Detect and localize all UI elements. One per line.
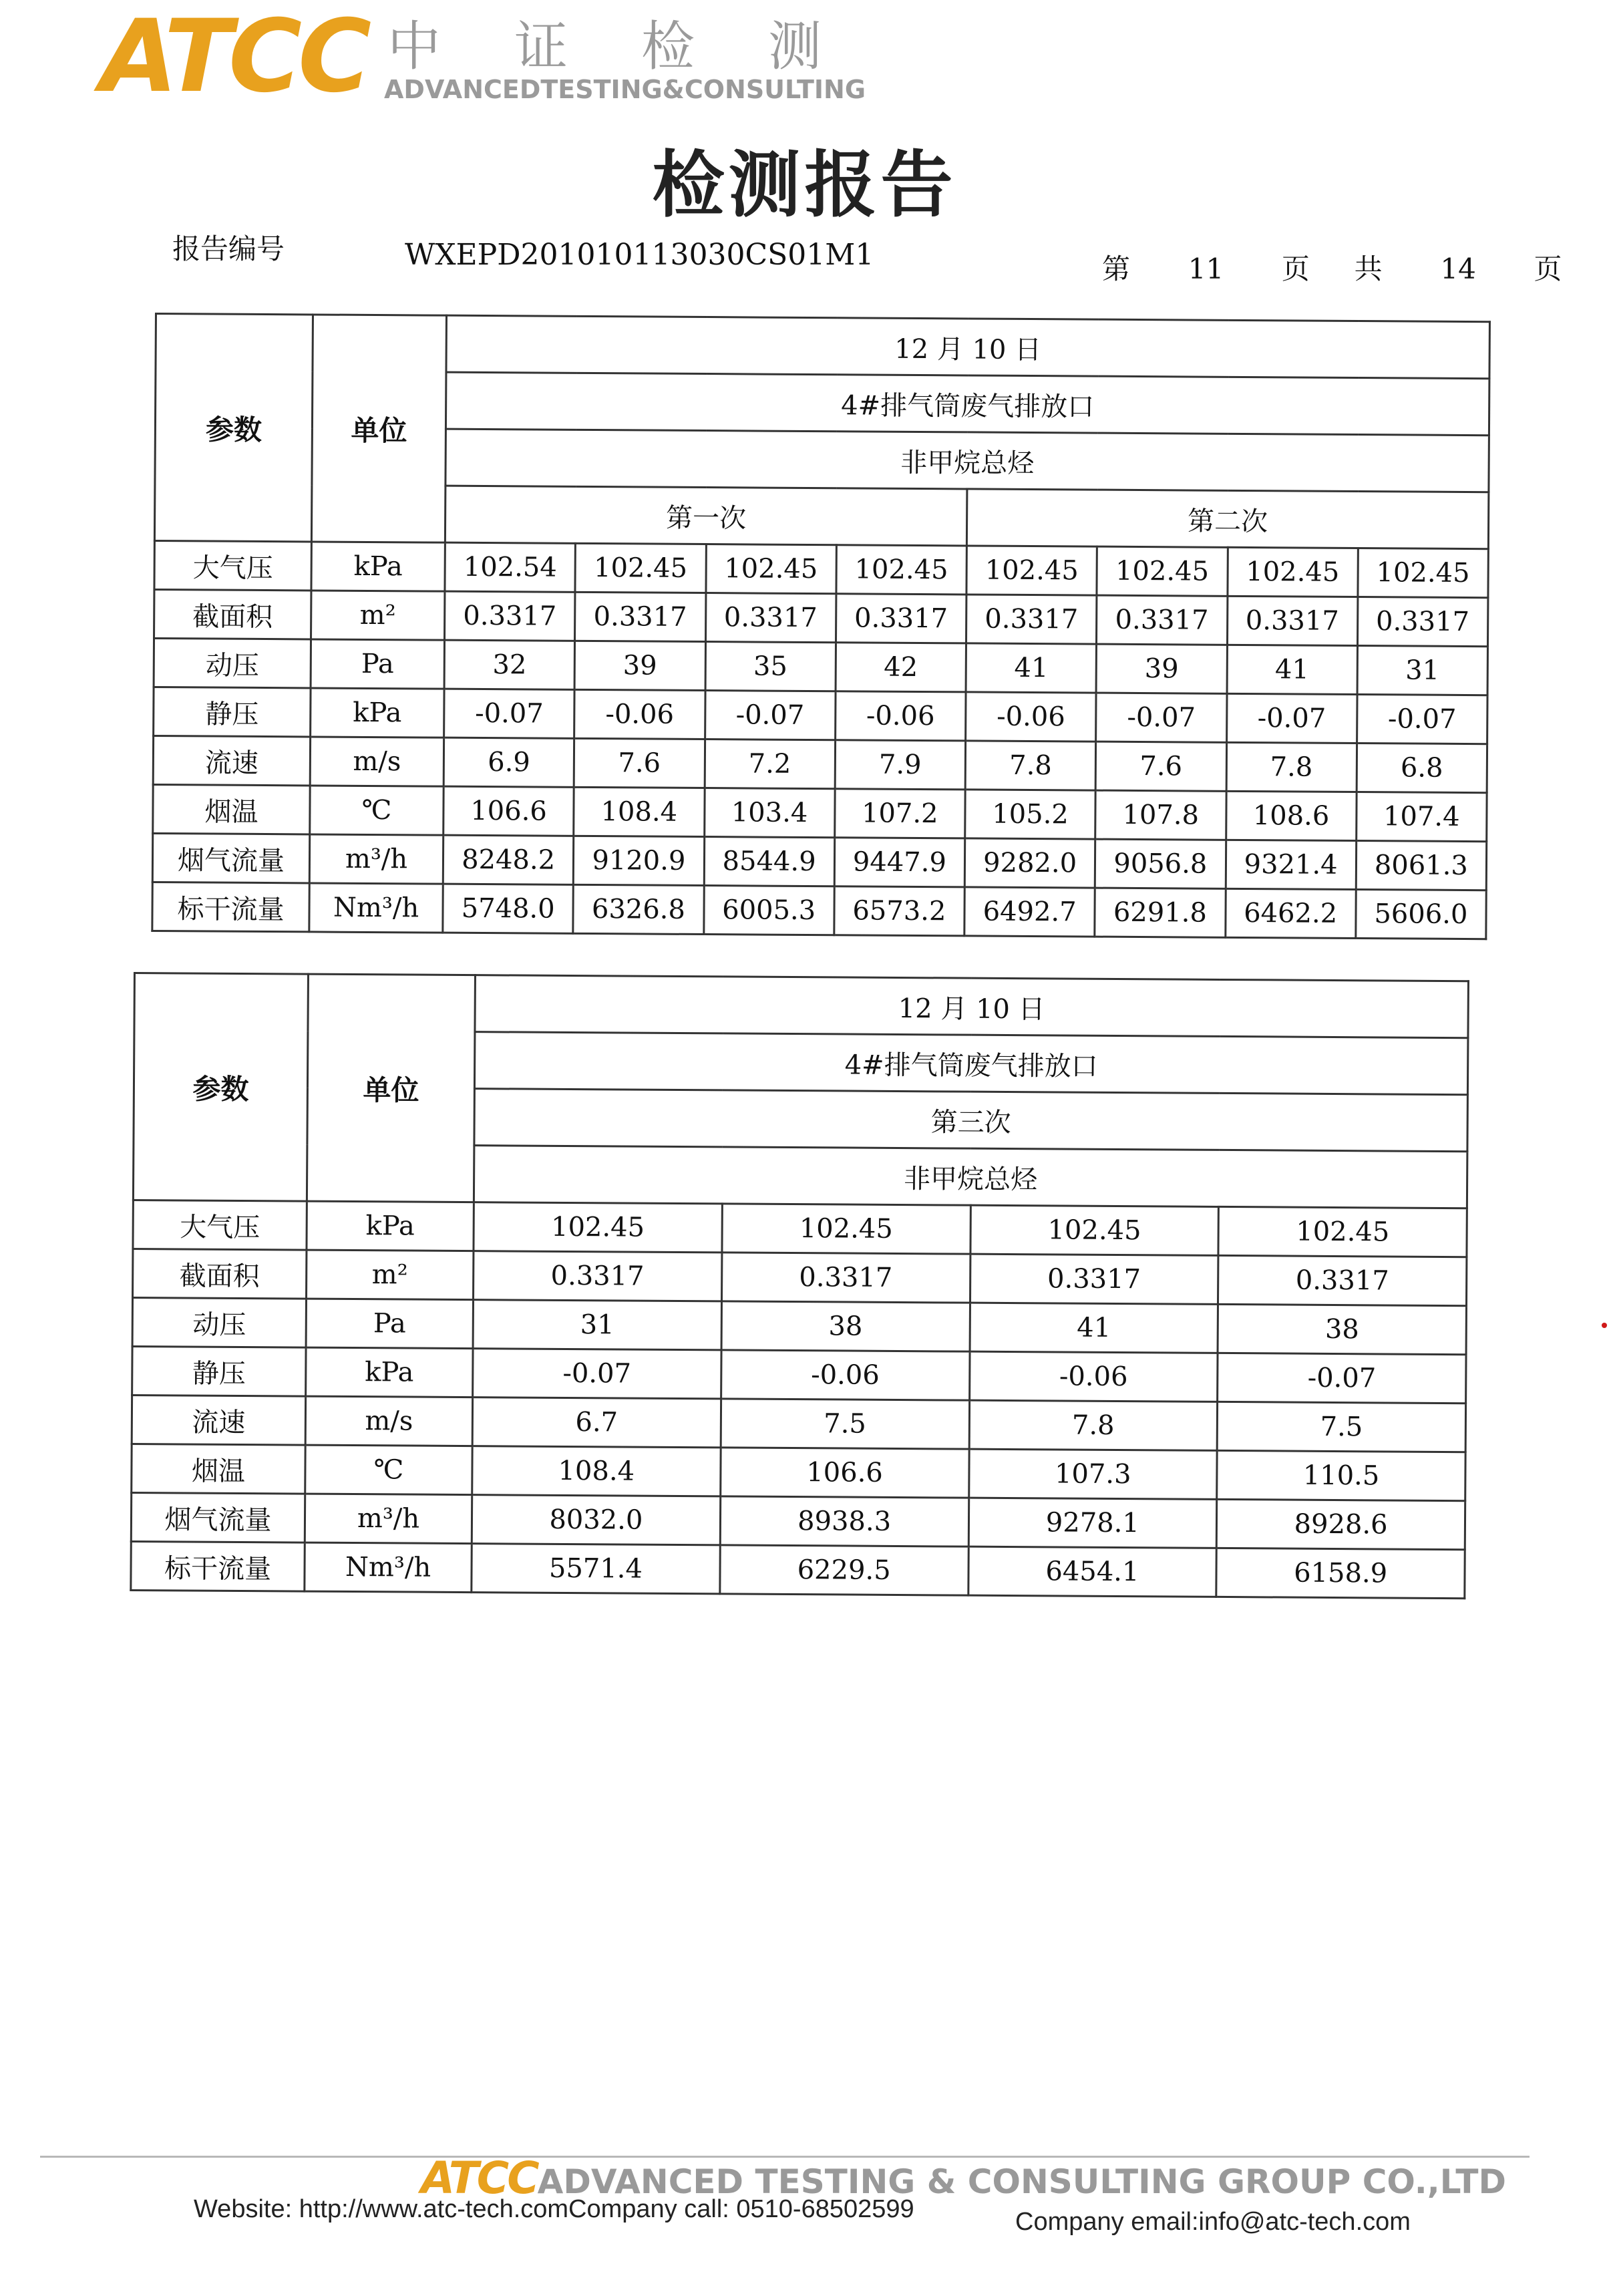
value-cell: 7.5 [721,1399,969,1449]
value-cell: 8928.6 [1217,1499,1465,1549]
table-row [153,735,1487,792]
value-cell: 108.4 [472,1446,721,1496]
table-row [131,1541,1465,1598]
value-cell: 6462.2 [1225,888,1356,938]
value-cell: -0.07 [444,689,575,738]
value-cell: 9321.4 [1226,840,1357,889]
value-cell: 8248.2 [443,835,574,884]
unit-cell: m² [311,591,445,640]
value-cell: 107.8 [1095,790,1226,840]
value-cell: 39 [574,641,705,690]
param-cell: 截面积 [154,590,311,639]
table-row [133,1249,1467,1306]
value-cell: 0.3317 [445,591,576,641]
table-row [132,1298,1466,1355]
value-cell: 42 [836,643,966,692]
value-cell: 102.45 [575,543,706,593]
unit-cell: m² [307,1250,474,1300]
value-cell: 7.2 [705,740,836,789]
red-dot-mark [1602,1323,1607,1328]
param-cell: 烟温 [132,1444,305,1494]
table-row [152,833,1486,890]
unit-cell: m³/h [305,1494,472,1544]
value-cell: 31 [473,1300,721,1350]
date-header: 12 月 10 日 [475,975,1468,1038]
unit-header: 单位 [311,315,446,542]
value-cell: 31 [1357,646,1488,695]
location-header: 4#排气筒废气排放口 [474,1032,1467,1095]
value-cell: 102.45 [966,546,1097,595]
value-cell: -0.07 [1218,1353,1466,1403]
value-cell: 0.3317 [836,594,966,643]
value-cell: 9282.0 [964,838,1095,888]
value-cell: 107.4 [1356,792,1487,842]
value-cell: 7.6 [1095,742,1226,791]
table-row [154,639,1487,695]
value-cell: 38 [721,1301,970,1351]
run-3-header: 第三次 [474,1089,1467,1152]
value-cell: 6005.3 [703,886,834,935]
unit-cell: kPa [311,688,444,737]
value-cell: 108.4 [574,787,705,836]
value-cell: 102.45 [970,1205,1218,1255]
value-cell: 5571.4 [472,1544,720,1594]
value-cell: 41 [966,643,1097,693]
value-cell: 38 [1218,1304,1466,1354]
value-cell: 7.6 [574,738,705,788]
value-cell: 0.3317 [970,1254,1218,1304]
value-cell: 7.8 [969,1400,1218,1450]
run-1-header: 第一次 [445,486,967,546]
value-cell: 0.3317 [474,1251,722,1301]
page-mid1: 页 [1281,253,1310,285]
value-cell: 102.45 [1218,1206,1467,1257]
company-logo [100,0,895,115]
logo-english-name: ADVANCEDTESTING&CONSULTING [384,75,866,104]
param-cell: 截面积 [133,1249,307,1299]
table-row [132,1444,1465,1500]
value-cell: 6229.5 [720,1545,968,1595]
value-cell: 103.4 [704,788,835,838]
value-cell: 107.3 [968,1449,1217,1499]
table-row [131,1492,1465,1549]
param-cell: 动压 [154,639,311,688]
unit-cell: Nm³/h [309,883,443,933]
param-cell: 标干流量 [152,882,309,931]
value-cell: 0.3317 [1218,1255,1467,1305]
value-cell: 102.45 [1358,548,1489,598]
table-row [154,687,1487,744]
table-row [153,784,1487,841]
value-cell: 0.3317 [1227,596,1358,645]
value-cell: 108.6 [1226,791,1357,840]
date-header: 12 月 10 日 [446,315,1489,379]
value-cell: 0.3317 [1097,595,1228,645]
unit-cell: Nm³/h [305,1542,472,1593]
footer-company-name: ADVANCED TESTING & CONSULTING GROUP CO.,LTD [537,2162,1506,2201]
page-suffix: 页 [1534,253,1562,285]
unit-cell: ℃ [310,786,443,835]
value-cell: -0.07 [705,691,836,740]
value-cell: 7.5 [1217,1402,1465,1452]
measurement-table-run-3 [130,972,1469,1599]
value-cell: 110.5 [1217,1450,1465,1500]
footer-email: Company email:info@atc-tech.com [1015,2208,1411,2236]
page-current: 11 [1188,253,1224,285]
param-header: 参数 [154,314,313,542]
value-cell: 102.45 [722,1204,970,1254]
value-cell: 9447.9 [834,838,965,887]
value-cell: -0.06 [966,692,1097,742]
value-cell: 8938.3 [720,1496,968,1546]
value-cell: 106.6 [720,1448,968,1498]
value-cell: 0.3317 [1357,597,1488,647]
value-cell: 102.45 [705,544,836,594]
value-cell: -0.06 [835,691,966,741]
report-number-label: 报告编号 [172,232,285,265]
param-cell: 烟气流量 [131,1492,305,1542]
unit-cell: Pa [311,639,444,689]
param-cell: 烟温 [153,784,310,834]
value-cell: -0.07 [1357,695,1487,744]
value-cell: 106.6 [443,786,574,836]
value-cell: 6573.2 [834,886,965,936]
table-row [132,1395,1465,1452]
value-cell: 39 [1096,644,1227,693]
value-cell: 41 [1227,645,1358,694]
logo-atcc-text: ATCC [100,0,368,115]
page-prefix: 第 [1102,253,1131,285]
value-cell: 9056.8 [1095,839,1226,888]
pollutant-header: 非甲烷总烃 [474,1146,1467,1208]
value-cell: 0.3317 [721,1253,970,1303]
value-cell: 102.45 [836,545,967,595]
value-cell: 102.45 [474,1202,722,1253]
table-row [152,882,1486,939]
param-cell: 动压 [132,1298,306,1348]
value-cell: 0.3317 [575,592,706,641]
page-mid2: 共 [1354,253,1383,285]
value-cell: 35 [705,642,836,691]
value-cell: 8544.9 [704,837,835,886]
value-cell: -0.06 [721,1350,969,1400]
footer-website-phone: Website: http://www.atc-tech.comCompany call: 0510-68502599 [194,2195,914,2223]
value-cell: 6.7 [472,1398,721,1448]
param-header: 参数 [133,973,308,1202]
value-cell: 6291.8 [1095,888,1226,937]
value-cell: 6454.1 [968,1546,1216,1597]
logo-chinese-name: 中证检测 [387,15,895,77]
param-cell: 静压 [132,1346,306,1396]
page-indicator [1102,247,1562,287]
report-number: WXEPD201010113030CS01M1 [405,238,874,272]
table-row [133,1200,1467,1257]
pollutant-header: 非甲烷总烃 [445,429,1489,492]
unit-cell: ℃ [305,1445,472,1495]
value-cell: 105.2 [965,790,1096,839]
unit-cell: Pa [306,1299,473,1349]
param-cell: 流速 [153,735,310,785]
value-cell: 6.8 [1357,744,1487,793]
value-cell: 102.45 [1227,547,1358,597]
table-row [154,541,1488,598]
param-cell: 流速 [132,1395,305,1445]
value-cell: 6326.8 [573,884,704,934]
table-row [132,1346,1466,1403]
value-cell: -0.06 [574,689,705,739]
value-cell: -0.06 [969,1351,1218,1402]
param-cell: 大气压 [133,1200,307,1251]
unit-cell: m/s [305,1396,472,1446]
value-cell: 8061.3 [1356,841,1487,890]
param-cell: 烟气流量 [152,833,309,882]
param-cell: 静压 [154,687,311,736]
value-cell: 9120.9 [574,836,705,885]
value-cell: 7.9 [835,740,966,790]
value-cell: 8032.0 [472,1495,720,1545]
value-cell: 7.8 [1226,742,1357,792]
value-cell: 5606.0 [1356,889,1487,939]
unit-cell: kPa [307,1201,474,1251]
table-row [154,590,1488,647]
value-cell: 6492.7 [964,887,1095,937]
run-2-header: 第二次 [966,489,1489,549]
value-cell: 102.45 [1097,546,1228,596]
unit-cell: m/s [310,737,443,786]
value-cell: -0.07 [473,1349,721,1399]
value-cell: 0.3317 [705,593,836,643]
report-title: 检测报告 [652,144,957,227]
value-cell: 9278.1 [968,1498,1217,1548]
unit-cell: m³/h [309,834,443,884]
page-total: 14 [1440,253,1476,285]
unit-cell: kPa [306,1347,473,1398]
value-cell: 6.9 [443,737,574,787]
footer-logo-atcc: ATCC [421,2152,538,2204]
param-cell: 标干流量 [131,1541,305,1591]
measurement-table-runs-1-2 [151,313,1491,940]
param-cell: 大气压 [154,541,311,591]
unit-cell: kPa [311,542,445,591]
value-cell: 41 [970,1303,1218,1353]
value-cell: 5748.0 [443,884,574,933]
value-cell: -0.07 [1226,693,1357,743]
value-cell: 7.8 [965,741,1096,790]
value-cell: -0.07 [1096,693,1227,742]
value-cell: 6158.9 [1216,1548,1465,1598]
unit-header: 单位 [307,974,475,1202]
value-cell: 102.54 [445,542,576,592]
location-header: 4#排气筒废气排放口 [445,372,1489,436]
value-cell: 32 [444,640,575,689]
value-cell: 0.3317 [966,595,1097,644]
value-cell: 107.2 [834,789,965,838]
